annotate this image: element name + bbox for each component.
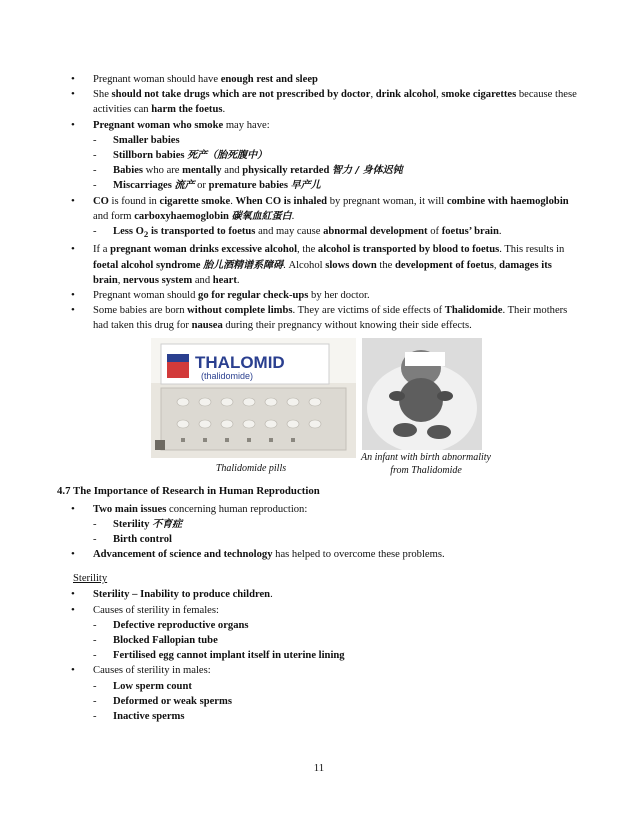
bullet-smoke: • Pregnant woman who smoke may have: - Smaller babies - Stillborn babies 死产（胎死腹中） - Babies who are mentally and physically retarded 智力 / 身体迟钝 - Miscarriages 流产 or premature babies 早产儿 [61,118,581,194]
list-item: - Less $O_2$ is transported to foetus and may cause abnormal development of foetus’ brain. [93,224,581,242]
list-item: - Inactive sperms [93,709,581,724]
infant-caption: An infant with birth abnormality from Thalidomide [360,451,491,476]
list-item: - Blocked Fallopian tube [93,633,581,648]
list-item: - Smaller babies [93,133,581,148]
infant-birth-abnormality-image [357,338,487,450]
bullet-female-causes: • Causes of sterility in females: - Defective reproductive organs - Blocked Fallopian tube - Fertilised egg cannot implant itself in uterine lining [61,603,581,664]
list-item: - Defective reproductive organs [93,618,581,633]
list-item: - Sterility 不育症 [93,517,581,532]
bullet-list-top [61,72,581,334]
bullet-alcohol: • If a pregnant woman drinks excessive alcohol, the alcohol is transported by blood to foetus. This results in foetal alcohol syndrome 胎儿酒精谱系障碍. Alcohol slows down the development of foetus, damages its brain, nervous system and heart. [61,242,581,288]
list-item: - Deformed or weak sperms [93,694,581,709]
bullet-thalidomide: • Some babies are born without complete limbs. They are victims of side effects of Thalidomide. Their mothers had taken this drug for nausea during their pregnancy without knowing their side effects. [61,303,581,333]
bullet-advancement: • Advancement of science and technology has helped to overcome these problems. [61,547,581,562]
list-item: - Stillborn babies 死产（胎死腹中） [93,148,581,163]
bullet-sterility-definition: • Sterility – Inability to produce children. [61,587,581,602]
section-bullets [61,502,581,563]
bullet-checkups: • Pregnant woman should go for regular check-ups by her doctor. [61,288,581,303]
issues-list [93,517,581,547]
bullet-main-issues: • Two main issues concerning human reproduction: - Sterility 不育症 - Birth control [61,502,581,548]
thalomid-brand-text: THALOMID [195,352,285,372]
page-content [57,72,581,724]
thalidomide-generic-text: (thalidomide) [201,370,254,381]
list-item: - Low sperm count [93,679,581,694]
thalidomide-pills-image [151,338,356,458]
smoke-effects-list [93,133,581,194]
page-number: 11 [313,762,325,774]
pills-caption: Thalidomide pills [215,462,287,474]
bullet-co: • CO is found in cigarette smoke. When CO is inhaled by pregnant woman, it will combine with haemoglobin and form carboxyhaemoglobin 碳氧血紅蛋白. - Less $O_2$ is transported to foetus and may cause abnormal development of foetus’ brain. [61,194,581,243]
figure-row [61,338,581,478]
list-item: - Miscarriages 流产 or premature babies 早产儿 [93,178,581,193]
bullet-no-drugs: • She should not take drugs which are not prescribed by doctor, drink alcohol, smoke cigarettes because these activities can harm the foetus. [61,87,581,117]
list-item: - Birth control [93,532,581,547]
sterility-subheading: Sterility [73,573,108,585]
sterility-bullets [61,587,581,724]
female-causes-list [93,618,581,664]
male-causes-list [93,679,581,725]
list-item: - Fertilised egg cannot implant itself in uterine lining [93,648,581,663]
co-sub-list [93,224,581,242]
bullet-rest-sleep: • Pregnant woman should have enough rest and sleep [61,72,581,87]
list-item: - Babies who are mentally and physically retarded 智力 / 身体迟钝 [93,163,581,178]
bullet-male-causes: • Causes of sterility in males: - Low sperm count - Deformed or weak sperms - Inactive sperms [61,663,581,724]
section-title: 4.7 The Importance of Research in Human Reproduction [57,484,320,497]
